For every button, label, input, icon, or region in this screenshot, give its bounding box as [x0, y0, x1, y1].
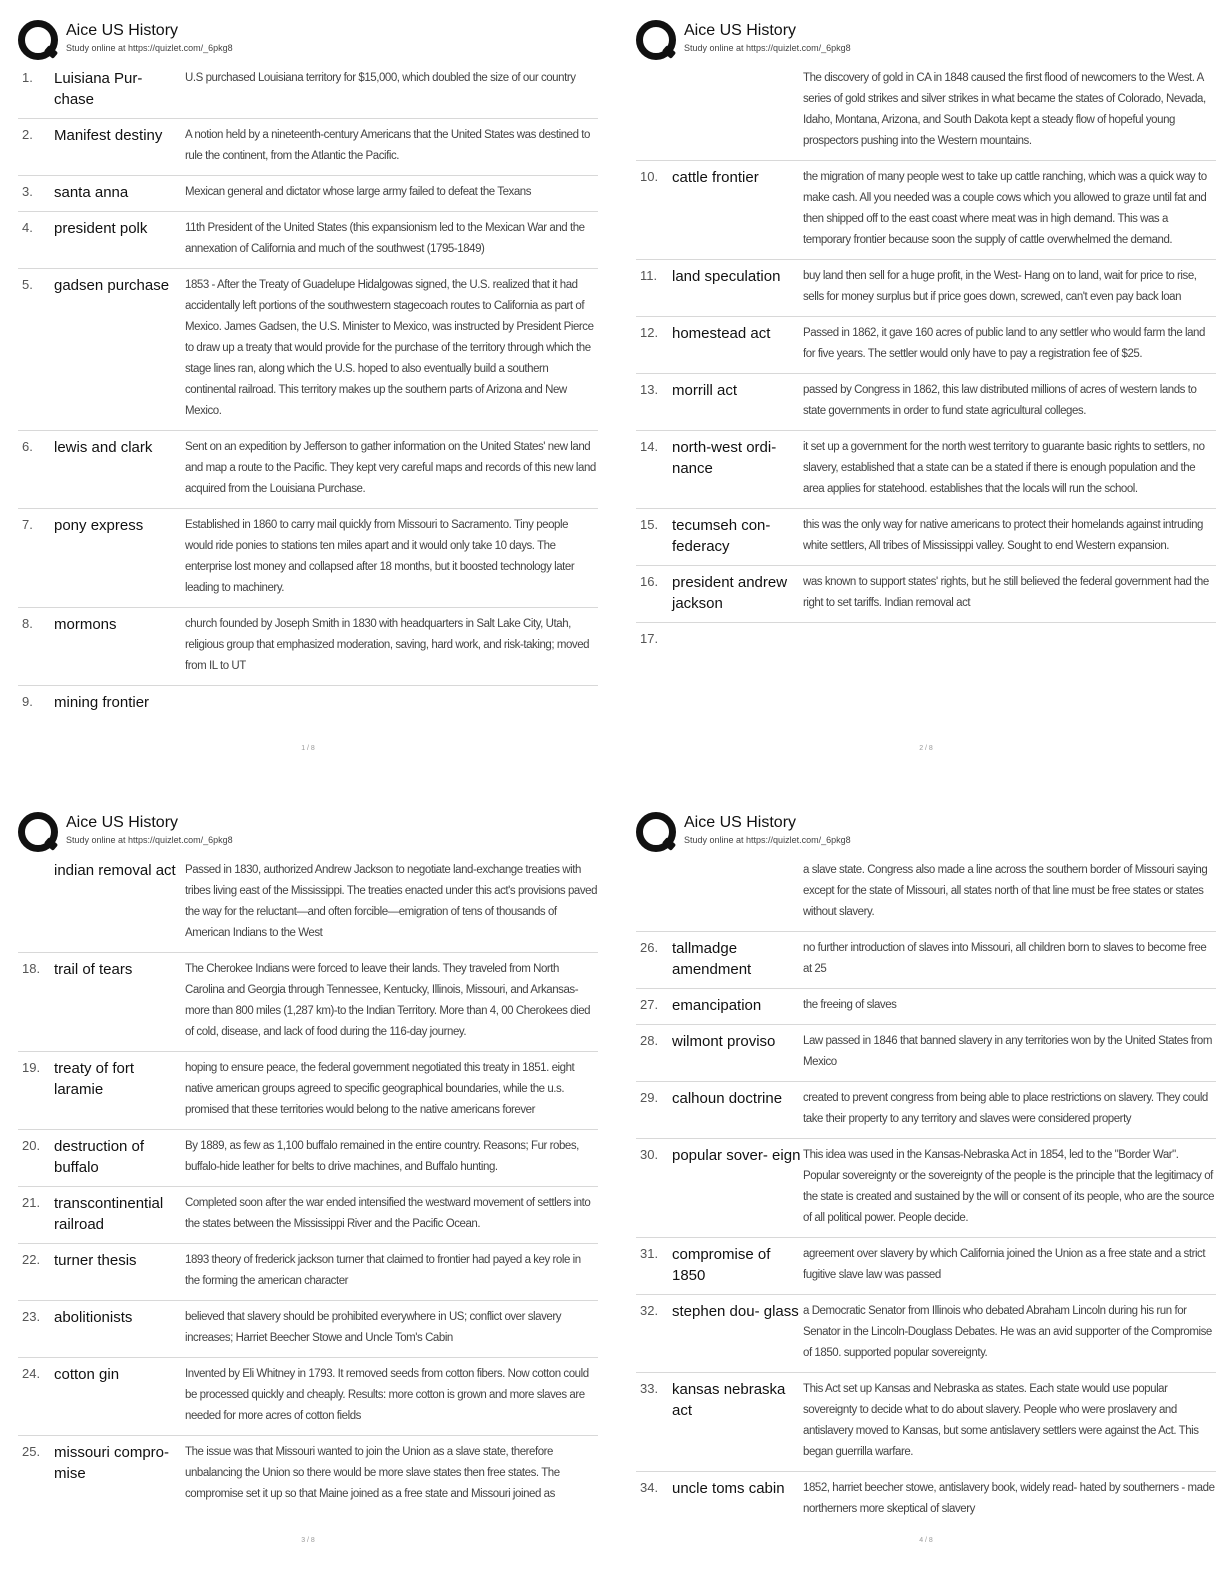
term: tallmadge amendment — [672, 940, 752, 978]
term-row — [18, 608, 598, 686]
term-row — [636, 260, 1216, 317]
term-row — [636, 509, 1216, 566]
definition: Invented by Eli Whitney in 1793. It removed seeds from cotton fibers. Now cotton could be processed quickly and cheaply. Results: more cotton is grown and more slaves are needed for more acres of cotton fields — [185, 1368, 589, 1422]
definition: This idea was used in the Kansas-Nebraska Act in 1854, led to the "Border War". Popular sovereignty or the sovereignty of the people is the principle that the legitimacy of the state is created and sustained by the will or consent of its people, who are the source of all political power. People decide. — [803, 1149, 1215, 1224]
page-4 — [636, 810, 1216, 1580]
term: mining frontier — [54, 694, 150, 711]
term: cattle frontier — [672, 169, 759, 186]
term-number: 28. — [640, 1033, 659, 1048]
term-row — [18, 686, 598, 721]
term-number: 15. — [640, 517, 659, 532]
definition: passed by Congress in 1862, this law distributed millions of acres of western lands to state governments in order to fund state agricultural colleges. — [803, 384, 1197, 417]
page-1 — [18, 18, 598, 788]
term-number: 34. — [640, 1480, 659, 1495]
term-row — [636, 431, 1216, 509]
definition: 1852, harriet beecher stowe, antislavery book, widely read- hated by southerners - made northerners more skeptical of slavery — [803, 1482, 1215, 1515]
definition: By 1889, as few as 1,100 buffalo remained in the entire country. Reasons; Fur robes, buffalo-hide leather for belts to drive machines, and Buffalo hunting. — [185, 1140, 579, 1173]
term: emancipation — [672, 997, 762, 1014]
term: transcontinential railroad — [54, 1195, 164, 1233]
document-title: Aice US History — [684, 814, 797, 831]
definition: church founded by Joseph Smith in 1830 with headquarters in Salt Lake City, Utah, religious group that emphasized moderation, saving, hard work, and risk-taking; moved from IL to UT — [185, 618, 590, 672]
definition: The Cherokee Indians were forced to leave their lands. They traveled from North Carolina and Georgia through Tennessee, Kentucky, Illinois, Missouri, and Arkansas-more than 800 miles (1,287 km)-to the Indian Territory. More than 4, 00 Cherokees died of cold, disease, and lack of food during the 116-day journey. — [185, 963, 591, 1038]
definition: Law passed in 1846 that banned slavery in any territories won by the United States from Mexico — [803, 1035, 1212, 1068]
definition: The issue was that Missouri wanted to join the Union as a slave state, therefore unbalancing the Union so there would be more slave states then free states. The compromise set it up so that Maine joined as a free state and Missouri joined as — [185, 1446, 560, 1500]
quizlet-logo-icon — [636, 20, 676, 60]
term-row — [18, 62, 598, 119]
term-number: 27. — [640, 997, 659, 1012]
term-row — [636, 566, 1216, 623]
term-number: 16. — [640, 574, 659, 589]
definition: buy land then sell for a huge profit, in the West- Hang on to land, wait for price to rise, sells for money surplus but if price goes down, screwed, can't even pay back loan — [803, 270, 1197, 303]
term: santa anna — [54, 184, 129, 201]
quizlet-logo-icon — [18, 812, 58, 852]
page-header — [18, 810, 598, 854]
term: indian removal act — [54, 862, 176, 879]
term: morrill act — [672, 382, 738, 399]
continuation-row — [636, 62, 1216, 161]
term-number: 30. — [640, 1147, 659, 1162]
term-row — [636, 1082, 1216, 1139]
term-number: 13. — [640, 382, 659, 397]
term-number: 10. — [640, 169, 659, 184]
term-number: 7. — [22, 517, 33, 532]
term-number: 17. — [640, 631, 659, 646]
term-number: 12. — [640, 325, 659, 340]
term: pony express — [54, 517, 144, 534]
definition: believed that slavery should be prohibited everywhere in US; conflict over slavery increases; Harriet Beecher Stowe and Uncle Tom's Cabin — [185, 1311, 562, 1344]
study-link[interactable]: Study online at https://quizlet.com/_6pkg8 — [684, 43, 851, 53]
term-row — [18, 1187, 598, 1244]
definition: 1893 theory of frederick jackson turner that claimed to frontier had payed a key role in the forming the american character — [185, 1254, 581, 1287]
term-row — [18, 509, 598, 608]
definition: hoping to ensure peace, the federal government negotiated this treaty in 1851. eight native american groups agreed to specific geographical boundaries, while the u.s. promised that these territories would belong to the native americans forever — [185, 1062, 575, 1116]
term-number: 32. — [640, 1303, 659, 1318]
definition: no further introduction of slaves into Missouri, all children born to slaves to become free at 25 — [803, 942, 1207, 975]
definition: This Act set up Kansas and Nebraska as states. Each state would use popular sovereignty to decide what to do about slavery. People who were proslavery and antislavery moved to Kansas, but some antislavery settlers were against the Act. This began guerrilla warfare. — [803, 1383, 1199, 1458]
document-title: Aice US History — [66, 814, 179, 831]
definition: it set up a government for the north west territory to guarante basic rights to settlers, no slavery, established that a state can be a stated if there is enough population and the area applies for statehood. establishes that the locals will run the school. — [803, 441, 1205, 495]
definition: Passed in 1830, authorized Andrew Jackson to negotiate land-exchange treaties with tribes living east of the Mississippi. The treaties enacted under this act's provisions paved the way for the reluctant—and often forcible—emigration of tens of thousands of American Indians to the West — [185, 864, 598, 939]
definition: created to prevent congress from being able to place restrictions on slavery. They could take their property to any territory and slaves were considered property — [803, 1092, 1208, 1125]
page-number: 3 / 8 — [301, 1537, 315, 1544]
definition — [803, 629, 1216, 646]
term: popular sover- eign — [672, 1147, 801, 1164]
term-row — [18, 1052, 598, 1130]
term-number: 33. — [640, 1381, 659, 1396]
study-link[interactable]: Study online at https://quizlet.com/_6pkg8 — [66, 835, 233, 845]
term: mormons — [54, 616, 117, 633]
quizlet-logo-icon — [18, 20, 58, 60]
term-row — [18, 953, 598, 1052]
term: stephen dou- glass — [672, 1303, 799, 1320]
term: treaty of fort laramie — [54, 1060, 135, 1098]
definition: Completed soon after the war ended intensified the westward movement of settlers into the states between the Mississippi River and the Pacific Ocean. — [185, 1197, 591, 1230]
term: president andrew jackson — [672, 574, 788, 612]
continuation-row — [636, 854, 1216, 932]
term-row — [18, 1436, 598, 1513]
continuation-row — [18, 854, 598, 953]
term-row — [636, 1373, 1216, 1472]
term: turner thesis — [54, 1252, 137, 1269]
page-header — [636, 18, 1216, 62]
term: north-west ordi- nance — [672, 439, 777, 477]
term — [672, 629, 803, 646]
definition: Established in 1860 to carry mail quickly from Missouri to Sacramento. Tiny people would ride ponies to stations ten miles apart and it would only take 10 days. The enterprise lost money and collapsed after 18 months, but it boosted technology later leading to machinery. — [185, 519, 575, 594]
term-number: 22. — [22, 1252, 41, 1267]
page-header — [18, 18, 598, 62]
term-row — [18, 1130, 598, 1187]
term-number: 4. — [22, 220, 33, 235]
term-row — [636, 161, 1216, 260]
term-row — [636, 374, 1216, 431]
term-number: 20. — [22, 1138, 41, 1153]
term-number: 3. — [22, 184, 33, 199]
term-number: 26. — [640, 940, 659, 955]
page-number: 1 / 8 — [301, 745, 315, 752]
term-row — [636, 1139, 1216, 1238]
document-title: Aice US History — [684, 22, 797, 39]
term — [672, 68, 803, 152]
study-link[interactable]: Study online at https://quizlet.com/_6pkg8 — [66, 43, 233, 53]
term-number: 6. — [22, 439, 33, 454]
term-row — [636, 1472, 1216, 1528]
definition: agreement over slavery by which California joined the Union as a free state and a strict fugitive slave law was passed — [803, 1248, 1206, 1281]
term: Luisiana Pur- chase — [54, 70, 143, 108]
definition: A notion held by a nineteenth-century Americans that the United States was destined to rule the continent, from the Atlantic the Pacific. — [185, 129, 590, 162]
term-number: 21. — [22, 1195, 41, 1210]
term-row — [18, 1301, 598, 1358]
page-2 — [636, 18, 1216, 788]
term: cotton gin — [54, 1366, 120, 1383]
term-row — [636, 989, 1216, 1025]
term: gadsen purchase — [54, 277, 170, 294]
page-number: 4 / 8 — [919, 1537, 933, 1544]
term-number: 24. — [22, 1366, 41, 1381]
definition: 1853 - After the Treaty of Guadelupe Hidalgowas signed, the U.S. realized that it had accidentally left portions of the southwestern stagecoach routes to California as part of Mexico. James Gadsen, the U.S. Minister to Mexico, was instructed by President Pierce to draw up a treaty that would provide for the purchase of the territory through which the stage lines ran, along which the U.S. hoped to also eventually build a southern continental railroad. This territory makes up the southern parts of Arizona and New Mexico. — [185, 279, 594, 417]
term-row — [18, 212, 598, 269]
definition: 11th President of the United States (this expansionism led to the Mexican War and the annexation of California and much of the southwest (1795-1849) — [185, 222, 585, 255]
term: president polk — [54, 220, 148, 237]
term-row — [636, 1238, 1216, 1295]
term: trail of tears — [54, 961, 133, 978]
term-number: 25. — [22, 1444, 41, 1459]
term: wilmont proviso — [672, 1033, 776, 1050]
study-link[interactable]: Study online at https://quizlet.com/_6pkg8 — [684, 835, 851, 845]
term-number: 29. — [640, 1090, 659, 1105]
definition: a Democratic Senator from Illinois who debated Abraham Lincoln during his run for Senator in the Lincoln-Douglass Debates. He was an avid supporter of the Compromise of 1850. supported popular sovereignty. — [803, 1305, 1212, 1359]
term-row — [636, 623, 1216, 654]
term: uncle toms cabin — [672, 1480, 785, 1497]
definition: The discovery of gold in CA in 1848 caused the first flood of newcomers to the West. A series of gold strikes and silver strikes in what became the states of Colorado, Nevada, Idaho, Montana, Arizona, and South Dakota kept a steady flow of hopeful young prospectors pushing into the Western mountains. — [803, 72, 1206, 147]
term: tecumseh con- federacy — [672, 517, 771, 555]
term-number: 31. — [640, 1246, 659, 1261]
definition — [185, 692, 598, 713]
term-row — [18, 269, 598, 431]
term — [672, 860, 803, 923]
term: compromise of 1850 — [672, 1246, 771, 1284]
document-title: Aice US History — [66, 22, 179, 39]
term-row — [636, 317, 1216, 374]
definition: U.S purchased Louisiana territory for $15,000, which doubled the size of our country — [185, 72, 576, 84]
term-row — [636, 1025, 1216, 1082]
definition: the migration of many people west to take up cattle ranching, which was a quick way to make cash. All you needed was a couple cows which you allowed to graze until fat and then shipped off to the east coast where meat was in high demand. This was a temporary frontier because soon the supply of cattle overwhelmed the demand. — [803, 171, 1207, 246]
term: kansas nebraska act — [672, 1381, 786, 1419]
definition: Sent on an expedition by Jefferson to gather information on the United States' new land and map a route to the Pacific. They kept very careful maps and records of this new land acquired from the Louisiana Purchase. — [185, 441, 596, 495]
term-number: 19. — [22, 1060, 41, 1075]
term: calhoun doctrine — [672, 1090, 783, 1107]
definition: a slave state. Congress also made a line across the southern border of Missouri saying except for the state of Missouri, all states north of that line must be free states or states without slavery. — [803, 864, 1208, 918]
page-number: 2 / 8 — [919, 745, 933, 752]
term-number: 11. — [640, 268, 658, 283]
definition: was known to support states' rights, but he still believed the federal government had the right to set tariffs. Indian removal act — [803, 576, 1209, 609]
quizlet-logo-icon — [636, 812, 676, 852]
page-3 — [18, 810, 598, 1580]
term-row — [18, 176, 598, 212]
definition: the freeing of slaves — [803, 999, 897, 1011]
term-number: 2. — [22, 127, 33, 142]
term: homestead act — [672, 325, 771, 342]
term: missouri compro- mise — [54, 1444, 170, 1482]
term-row — [18, 431, 598, 509]
term-number: 23. — [22, 1309, 41, 1324]
term: lewis and clark — [54, 439, 153, 456]
term-number: 9. — [22, 694, 33, 709]
term: land speculation — [672, 268, 781, 285]
page-header — [636, 810, 1216, 854]
term-number: 18. — [22, 961, 41, 976]
term-number: 8. — [22, 616, 33, 631]
term-number: 1. — [22, 70, 33, 85]
term: abolitionists — [54, 1309, 133, 1326]
definition: this was the only way for native americans to protect their homelands against intruding white settlers, All tribes of Mississippi valley. Sought to end Western expansion. — [803, 519, 1203, 552]
definition: Mexican general and dictator whose large army failed to defeat the Texans — [185, 186, 532, 198]
term-number: 5. — [22, 277, 33, 292]
definition: Passed in 1862, it gave 160 acres of public land to any settler who would farm the land for five years. The settler would only have to pay a registration fee of $25. — [803, 327, 1205, 360]
term-row — [18, 1244, 598, 1301]
term-number: 14. — [640, 439, 659, 454]
term-row — [18, 119, 598, 176]
term-row — [636, 932, 1216, 989]
term: Manifest destiny — [54, 127, 163, 144]
term-row — [18, 1358, 598, 1436]
term: destruction of buffalo — [54, 1138, 145, 1176]
term-row — [636, 1295, 1216, 1373]
